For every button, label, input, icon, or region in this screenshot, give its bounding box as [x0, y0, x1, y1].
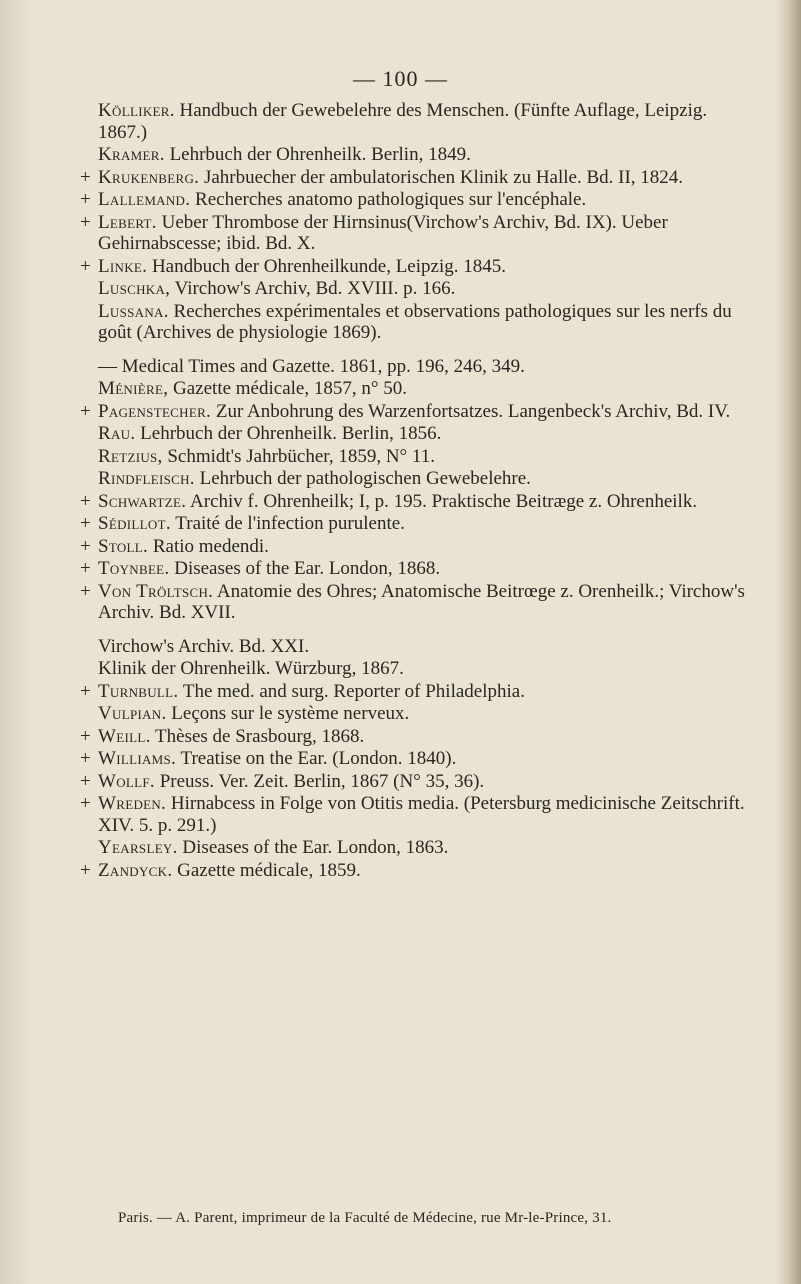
reference-entry: [80, 401, 750, 423]
reference-author: Ménière,: [98, 378, 169, 399]
plus-mark: +: [80, 725, 91, 747]
plus-mark: +: [80, 211, 91, 233]
reference-author: Rindfleisch.: [98, 468, 195, 489]
plus-mark: +: [80, 680, 91, 702]
page-left-edge: [0, 0, 34, 1284]
reference-citation: Handbuch der Ohrenheilkunde, Leipzig. 1845.: [147, 255, 506, 277]
reference-author: Kölliker.: [98, 100, 175, 121]
reference-entry: [80, 423, 750, 445]
reference-entry: [80, 278, 750, 300]
reference-citation: — Medical Times and Gazette. 1861, pp. 196, 246, 349.: [98, 355, 525, 377]
reference-citation: Lehrbuch der Ohrenheilk. Berlin, 1856.: [135, 423, 442, 444]
plus-mark: +: [80, 400, 91, 422]
reference-entry: [80, 446, 750, 468]
plus-mark: +: [80, 166, 91, 188]
reference-citation: Handbuch der Gewebelehre des Menschen. (Fünfte Auflage, Leipzig. 1867.): [98, 100, 708, 143]
reference-citation: Treatise on the Ear. (London. 1840).: [176, 748, 457, 769]
reference-entry: [80, 100, 750, 143]
reference-entry: [80, 837, 750, 859]
reference-author: Williams.: [98, 748, 177, 769]
reference-citation: Lehrbuch der Ohrenheilk. Berlin, 1849.: [164, 144, 471, 165]
reference-entry: [80, 513, 750, 535]
reference-entry: [80, 771, 750, 793]
reference-citation: Schmidt's Jahrbücher, 1859, N° 11.: [162, 445, 435, 467]
reference-entry: [80, 378, 750, 400]
reference-entry: [80, 748, 750, 770]
reference-citation: Leçons sur le système nerveux.: [166, 703, 410, 724]
page-binding-shadow: [775, 0, 801, 1284]
reference-entry: [80, 536, 750, 558]
reference-entry: [80, 558, 750, 580]
reference-entry: [80, 468, 750, 490]
reference-citation: Gazette médicale, 1857, n° 50.: [168, 378, 407, 399]
reference-entry: [80, 703, 750, 725]
reference-author: Von Tröltsch.: [98, 580, 214, 602]
reference-author: Sédillot.: [98, 513, 171, 534]
bibliography-list: [80, 100, 750, 882]
plus-mark: +: [80, 580, 91, 602]
reference-entry: [80, 356, 750, 378]
reference-author: Toynbee.: [98, 558, 170, 579]
reference-entry: [80, 301, 750, 344]
plus-mark: +: [80, 558, 91, 579]
reference-entry: [80, 167, 750, 189]
reference-citation: Ratio medendi.: [148, 535, 269, 557]
reference-author: Rau.: [98, 423, 136, 444]
reference-citation: Lehrbuch der pathologischen Gewebelehre.: [194, 468, 531, 489]
reference-entry: [80, 636, 750, 658]
reference-author: Vulpian.: [98, 703, 167, 724]
reference-citation: Ueber Thrombose der Hirnsinus(Virchow's Archiv, Bd. IX). Ueber Gehirnabscesse; ibid. Bd. X.: [98, 211, 668, 254]
reference-entry: [80, 658, 750, 680]
plus-mark: +: [80, 513, 91, 534]
reference-author: Turnbull.: [98, 680, 179, 702]
reference-citation: The med. and surg. Reporter of Philadelphia.: [178, 680, 525, 702]
reference-citation: Virchow's Archiv, Bd. XVIII. p. 166.: [170, 278, 456, 299]
reference-citation: Anatomie des Ohres; Anatomische Beitrœge z. Orenheilk.; Virchow's Archiv. Bd. XVII.: [98, 580, 745, 623]
plus-mark: +: [80, 748, 91, 769]
plus-mark: +: [80, 859, 91, 881]
reference-entry: [80, 581, 750, 624]
reference-citation: Preuss. Ver. Zeit. Berlin, 1867 (N° 35, 36).: [154, 770, 485, 792]
reference-citation: Traité de l'infection purulente.: [170, 513, 405, 534]
reference-author: Weill.: [98, 725, 151, 747]
reference-author: Retzius,: [98, 445, 163, 467]
reference-entry: [80, 726, 750, 748]
reference-author: Pagenstecher.: [98, 400, 212, 422]
plus-mark: +: [80, 770, 91, 792]
reference-citation: Hirnabcess in Folge von Otitis media. (Petersburg medicinische Zeitschrift. XIV. 5. p. 291.): [98, 793, 745, 836]
reference-citation: Diseases of the Ear. London, 1868.: [169, 558, 441, 579]
page-number: — 100 —: [353, 66, 448, 91]
reference-citation: Zur Anbohrung des Warzenfortsatzes. Langenbeck's Archiv, Bd. IV.: [211, 400, 731, 422]
reference-entry: [80, 681, 750, 703]
reference-citation: Recherches expérimentales et observations pathologiques sur les nerfs du goût (Archives de physiologie 1869).: [98, 300, 732, 343]
reference-author: Lussana.: [98, 300, 169, 322]
reference-author: Lebert.: [98, 211, 157, 233]
reference-author: Linke.: [98, 255, 148, 277]
plus-mark: +: [80, 490, 91, 512]
reference-entry: [80, 860, 750, 882]
reference-entry: [80, 212, 750, 255]
reference-citation: Recherches anatomo pathologiques sur l'encéphale.: [190, 189, 587, 210]
reference-author: Krukenberg.: [98, 166, 200, 188]
reference-author: Wreden.: [98, 793, 167, 814]
reference-citation: Gazette médicale, 1859.: [172, 859, 361, 881]
reference-author: Yearsley.: [98, 837, 178, 858]
reference-citation: Virchow's Archiv. Bd. XXI.: [98, 635, 310, 657]
reference-author: Wollf.: [98, 770, 155, 792]
reference-entry: [80, 256, 750, 278]
reference-author: Schwartze.: [98, 490, 187, 512]
reference-author: Zandyck.: [98, 859, 173, 881]
reference-citation: Klinik der Ohrenheilk. Würzburg, 1867.: [98, 658, 404, 679]
plus-mark: +: [80, 535, 91, 557]
reference-citation: Archiv f. Ohrenheilk; I, p. 195. Praktische Beitræge z. Ohrenheilk.: [186, 490, 698, 512]
plus-mark: +: [80, 189, 91, 210]
reference-author: Lallemand.: [98, 189, 191, 210]
reference-citation: Jahrbuecher der ambulatorischen Klinik zu Halle. Bd. II, 1824.: [199, 166, 684, 188]
reference-citation: Diseases of the Ear. London, 1863.: [177, 837, 449, 858]
reference-citation: Thèses de Srasbourg, 1868.: [150, 725, 365, 747]
printer-imprint: Paris. — A. Parent, imprimeur de la Faculté de Médecine, rue Mr-le-Prince, 31.: [118, 1210, 612, 1226]
plus-mark: +: [80, 255, 91, 277]
reference-author: Luschka,: [98, 278, 171, 299]
reference-author: Stoll.: [98, 535, 149, 557]
reference-entry: [80, 793, 750, 836]
reference-author: Kramer.: [98, 144, 165, 165]
reference-entry: [80, 144, 750, 166]
plus-mark: +: [80, 793, 91, 814]
reference-entry: [80, 189, 750, 211]
reference-entry: [80, 491, 750, 513]
